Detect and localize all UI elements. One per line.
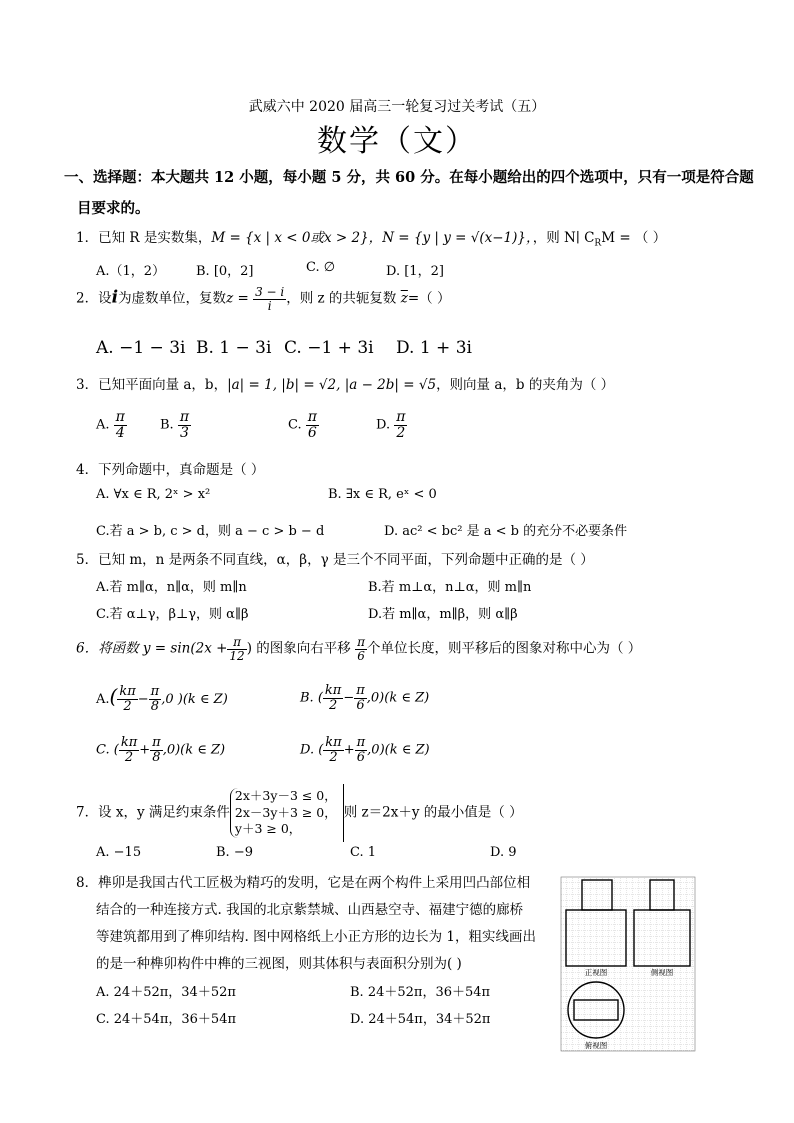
exam-title: 数学（文） [317,124,477,159]
question-1-option-b: B. [0，2] [196,264,254,279]
question-6-option-b: B. ( $\frac{k\pi}{2}$ − $\frac{\pi}{6}$ ,0)(k ∈ Z) [300,683,430,713]
question-4-option-c: C.若 a > b, c > d，则 a − c > b − d [96,524,325,539]
question-5-stem: 5．已知 m，n 是两条不同直线，α，β，γ 是三个不同平面，下列命题中正确的是（ ） [76,552,594,568]
top-view-label: 俯视图 [584,1041,608,1050]
question-5-option-a: A.若 m∥α，n∥α，则 m∥n [96,580,247,595]
question-6-option-a: A.( $\frac{k\pi}{2}$ − $\frac{\pi}{8}$ ,0 )(k ∈ Z) [96,684,228,714]
question-8-option-b: B. 24＋52π，36＋54π [350,985,491,1000]
three-view-figure [560,876,696,1052]
question-7-option-a: A. −15 [96,845,142,860]
question-3-option-d: D. $\frac{\pi}{2}$ [376,409,406,441]
three-view-diagram [560,876,696,1052]
question-2-stem: 2．设i为虚数单位，复数z = $\frac{3 - i}{i}$ ，则 z 的共轭复数 $\overline{z}=$（ ） [76,285,451,313]
question-8-line1: 8．榫卯是我国古代工匠极为精巧的发明，它是在两个构件上采用凹凸部位相 [76,875,531,891]
question-7-option-c: C. 1 [350,845,377,860]
question-6-option-c: C. ( $\frac{k\pi}{2}$ + $\frac{\pi}{8}$ ,0)(k ∈ Z) [96,735,226,765]
exam-subtitle: 武威六中 2020 届高三一轮复习过关考试（五） [248,99,546,115]
question-2-option-b: B. 1 − 3i [196,338,272,358]
question-3-option-a: A. $\frac{\pi}{4}$ [96,409,125,441]
section-heading-line2: 目要求的。 [77,200,150,217]
question-6-option-d: D. ( $\frac{k\pi}{2}$ + $\frac{\pi}{6}$ ,0)(k ∈ Z) [300,735,430,765]
question-8-line3: 等建筑都用到了榫卯结构. 图中网格纸上小正方形的边长为 1，粗实线画出 [96,929,536,945]
question-2-option-c: C. −1 + 3i [284,338,374,358]
side-view-label: 侧视图 [650,968,674,977]
question-4-option-a: A. ∀x ∈ R, 2ˣ > x² [96,487,211,502]
question-6-stem: 6．将函数 y = sin(2x + $\frac{\pi}{12}$ ) 的图象向右平移 $\frac{\pi}{6}$ 个单位长度，则平移后的图象对称中心为（ ） [76,635,642,663]
question-7-option-b: B. −9 [216,845,253,860]
question-4-option-d: D. ac² < bc² 是 a < b 的充分不必要条件 [384,524,628,539]
question-2-option-d: D. 1 + 3i [396,338,472,358]
question-5-option-d: D.若 m∥α，m∥β，则 α∥β [368,607,518,622]
question-4-stem: 4．下列命题中，真命题是（ ） [76,462,265,478]
question-1-option-c: C. ∅ [306,260,336,275]
question-5-option-c: C.若 α⊥γ，β⊥γ，则 α∥β [96,607,249,622]
question-8-option-a: A. 24＋52π，34＋52π [96,985,236,1000]
question-7-option-d: D. 9 [490,845,517,860]
question-1-option-a: A.（1，2） [96,264,166,279]
question-8-option-d: D. 24＋54π，34＋52π [350,1012,491,1027]
question-2-option-a: A. −1 − 3i [96,338,186,358]
front-view-label: 正视图 [584,968,608,977]
question-8-line2: 结合的一种连接方式. 我国的北京紫禁城、山西悬空寺、福建宁德的廊桥 [96,902,524,918]
question-4-option-b: B. ∃x ∈ R, eˣ < 0 [328,487,437,502]
section-heading-line1: 一、选择题：本大题共 12 小题，每小题 5 分，共 60 分。在每小题给出的四个选项中，只有一项是符合题 [64,169,754,186]
question-8-option-c: C. 24＋54π，36＋54π [96,1012,237,1027]
question-3-option-b: B. $\frac{\pi}{3}$ [160,409,190,441]
question-3-option-c: C. $\frac{\pi}{6}$ [288,409,317,441]
question-7-stem: 7．设 x，y 满足约束条件 2x＋3y－3 ≤ 0， 2x－3y＋3 ≥ 0， y＋3 ≥ 0， 则 z＝2x＋y 的最小值是（ ） [76,784,523,842]
question-3-stem: 3．已知平面向量 a，b，|a| = 1, |b| = √2, |a − 2b| = √5，则向量 a，b 的夹角为（ ） [76,377,615,393]
question-1-option-d: D. [1，2] [386,264,444,279]
question-1-stem: 1．已知 R 是实数集，M = {x | x < 0或x > 2}，N = {y | y = √(x−1)}，，则 N∣ $C_RM$ = （ ） [76,230,667,249]
question-5-option-b: B.若 m⊥α，n⊥α，则 m∥n [368,580,532,595]
question-8-line4: 的是一种榫卯构件中榫的三视图，则其体积与表面积分别为( ) [96,956,462,972]
